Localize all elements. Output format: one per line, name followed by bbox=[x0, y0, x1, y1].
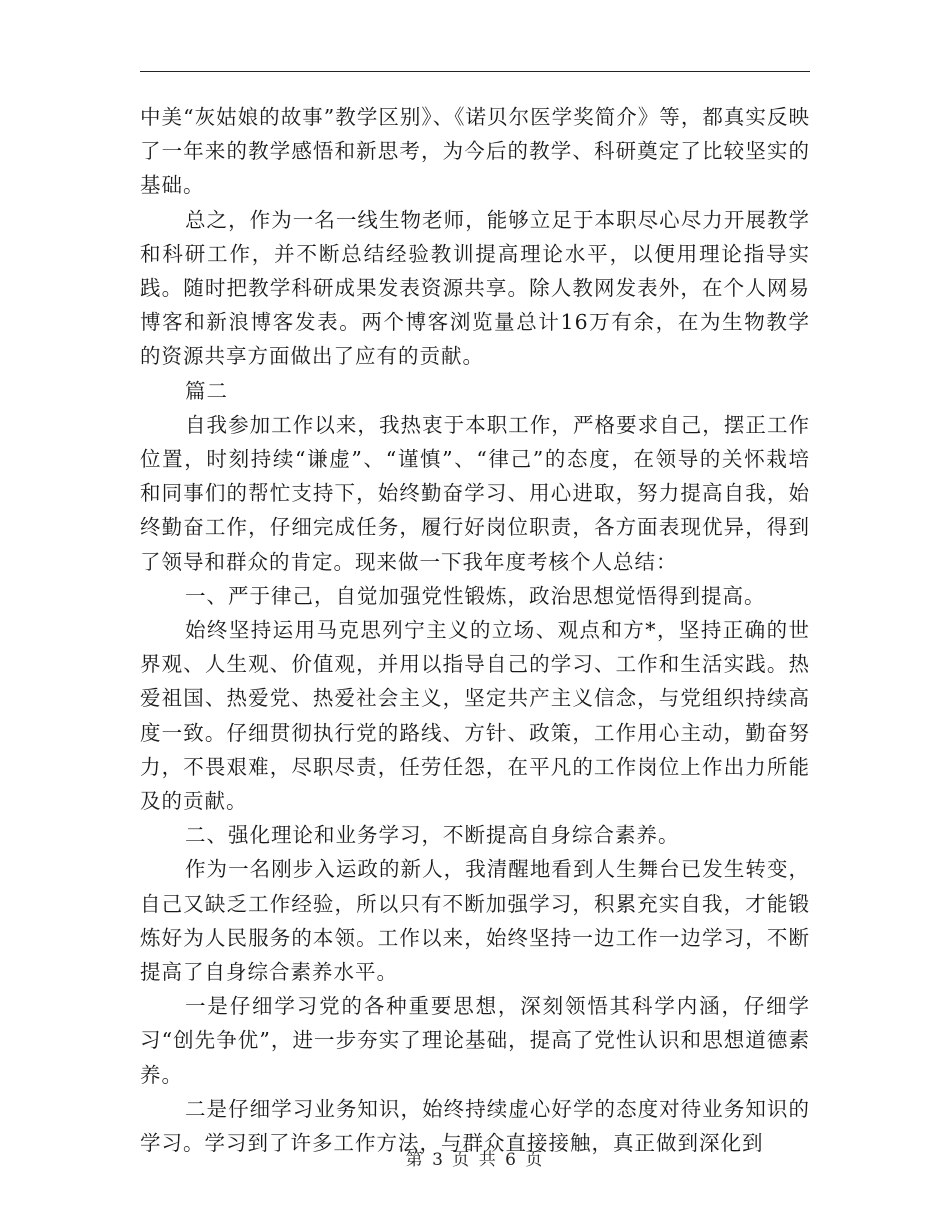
header-rule bbox=[140, 71, 810, 72]
footer-prefix: 第 bbox=[405, 1150, 425, 1170]
paragraph-2: 总之，作为一名一线生物老师，能够立足于本职尽心尽力开展教学和科研工作，并不断总结经验教训提高理论水平，以便用理论指导实践。随时把教学科研成果发表资源共享。除人教网发表外，在个人网易博客和新浪博客发表。两个博客浏览量总计16万有余，在为生物教学的资源共享方面做出了应有的贡献。 bbox=[140, 207, 810, 369]
paragraph-6: 一是仔细学习党的各种重要思想，深刻领悟其科学内涵，仔细学习“创先争优”，进一步夯实了理论基础，提高了党性认识和思想道德素养。 bbox=[140, 994, 810, 1087]
paragraph-1: 中美“灰姑娘的故事”教学区别》、《诺贝尔医学奖简介》等，都真实反映了一年来的教学感悟和新思考，为今后的教学、科研奠定了比较坚实的基础。 bbox=[140, 105, 810, 198]
footer-page-number: 3 bbox=[432, 1150, 445, 1170]
paragraph-5: 作为一名刚步入运政的新人，我清醒地看到人生舞台已发生转变，自己又缺乏工作经验，所以只有不断加强学习，积累充实自我，才能锻炼好为人民服务的本领。工作以来，始终坚持一边工作一边学习，不断提高了自身综合素养水平。 bbox=[140, 857, 810, 985]
footer-total-pages: 6 bbox=[505, 1150, 518, 1170]
footer-suffix: 页 bbox=[525, 1150, 545, 1170]
section-heading-part-two: 篇二 bbox=[185, 378, 228, 403]
paragraph-7: 二是仔细学习业务知识，始终持续虚心好学的态度对待业务知识的学习。学习到了许多工作方法，与群众直接接触，真正做到深化到 bbox=[140, 1096, 810, 1156]
paragraph-3: 自我参加工作以来，我热衷于本职工作，严格要求自己，摆正工作位置，时刻持续“谦虚”、“谨慎”、“律己”的态度，在领导的关怀栽培和同事们的帮忙支持下，始终勤奋学习、用心进取，努力提高自我，始终勤奋工作，仔细完成任务，履行好岗位职责，各方面表现优异，得到了领导和群众的肯定。现来做一下我年度考核个人总结： bbox=[140, 412, 810, 574]
section-heading-2: 二、强化理论和业务学习，不断提高自身综合素养。 bbox=[185, 823, 680, 848]
page-footer bbox=[0, 1145, 950, 1170]
document-body bbox=[140, 100, 810, 1160]
paragraph-4: 始终坚持运用马克思列宁主义的立场、观点和方*，坚持正确的世界观、人生观、价值观，并用以指导自己的学习、工作和生活实践。热爱祖国、热爱党、热爱社会主义，坚定共产主义信念，与党组织持续高度一致。仔细贯彻执行党的路线、方针、政策，工作用心主动，勤奋努力，不畏艰难，尽职尽责，任劳任怨，在平凡的工作岗位上作出力所能及的贡献。 bbox=[140, 618, 810, 814]
section-heading-1: 一、严于律己，自觉加强党性锻炼，政治思想觉悟得到提高。 bbox=[185, 583, 766, 608]
footer-middle: 页 共 bbox=[452, 1150, 498, 1170]
